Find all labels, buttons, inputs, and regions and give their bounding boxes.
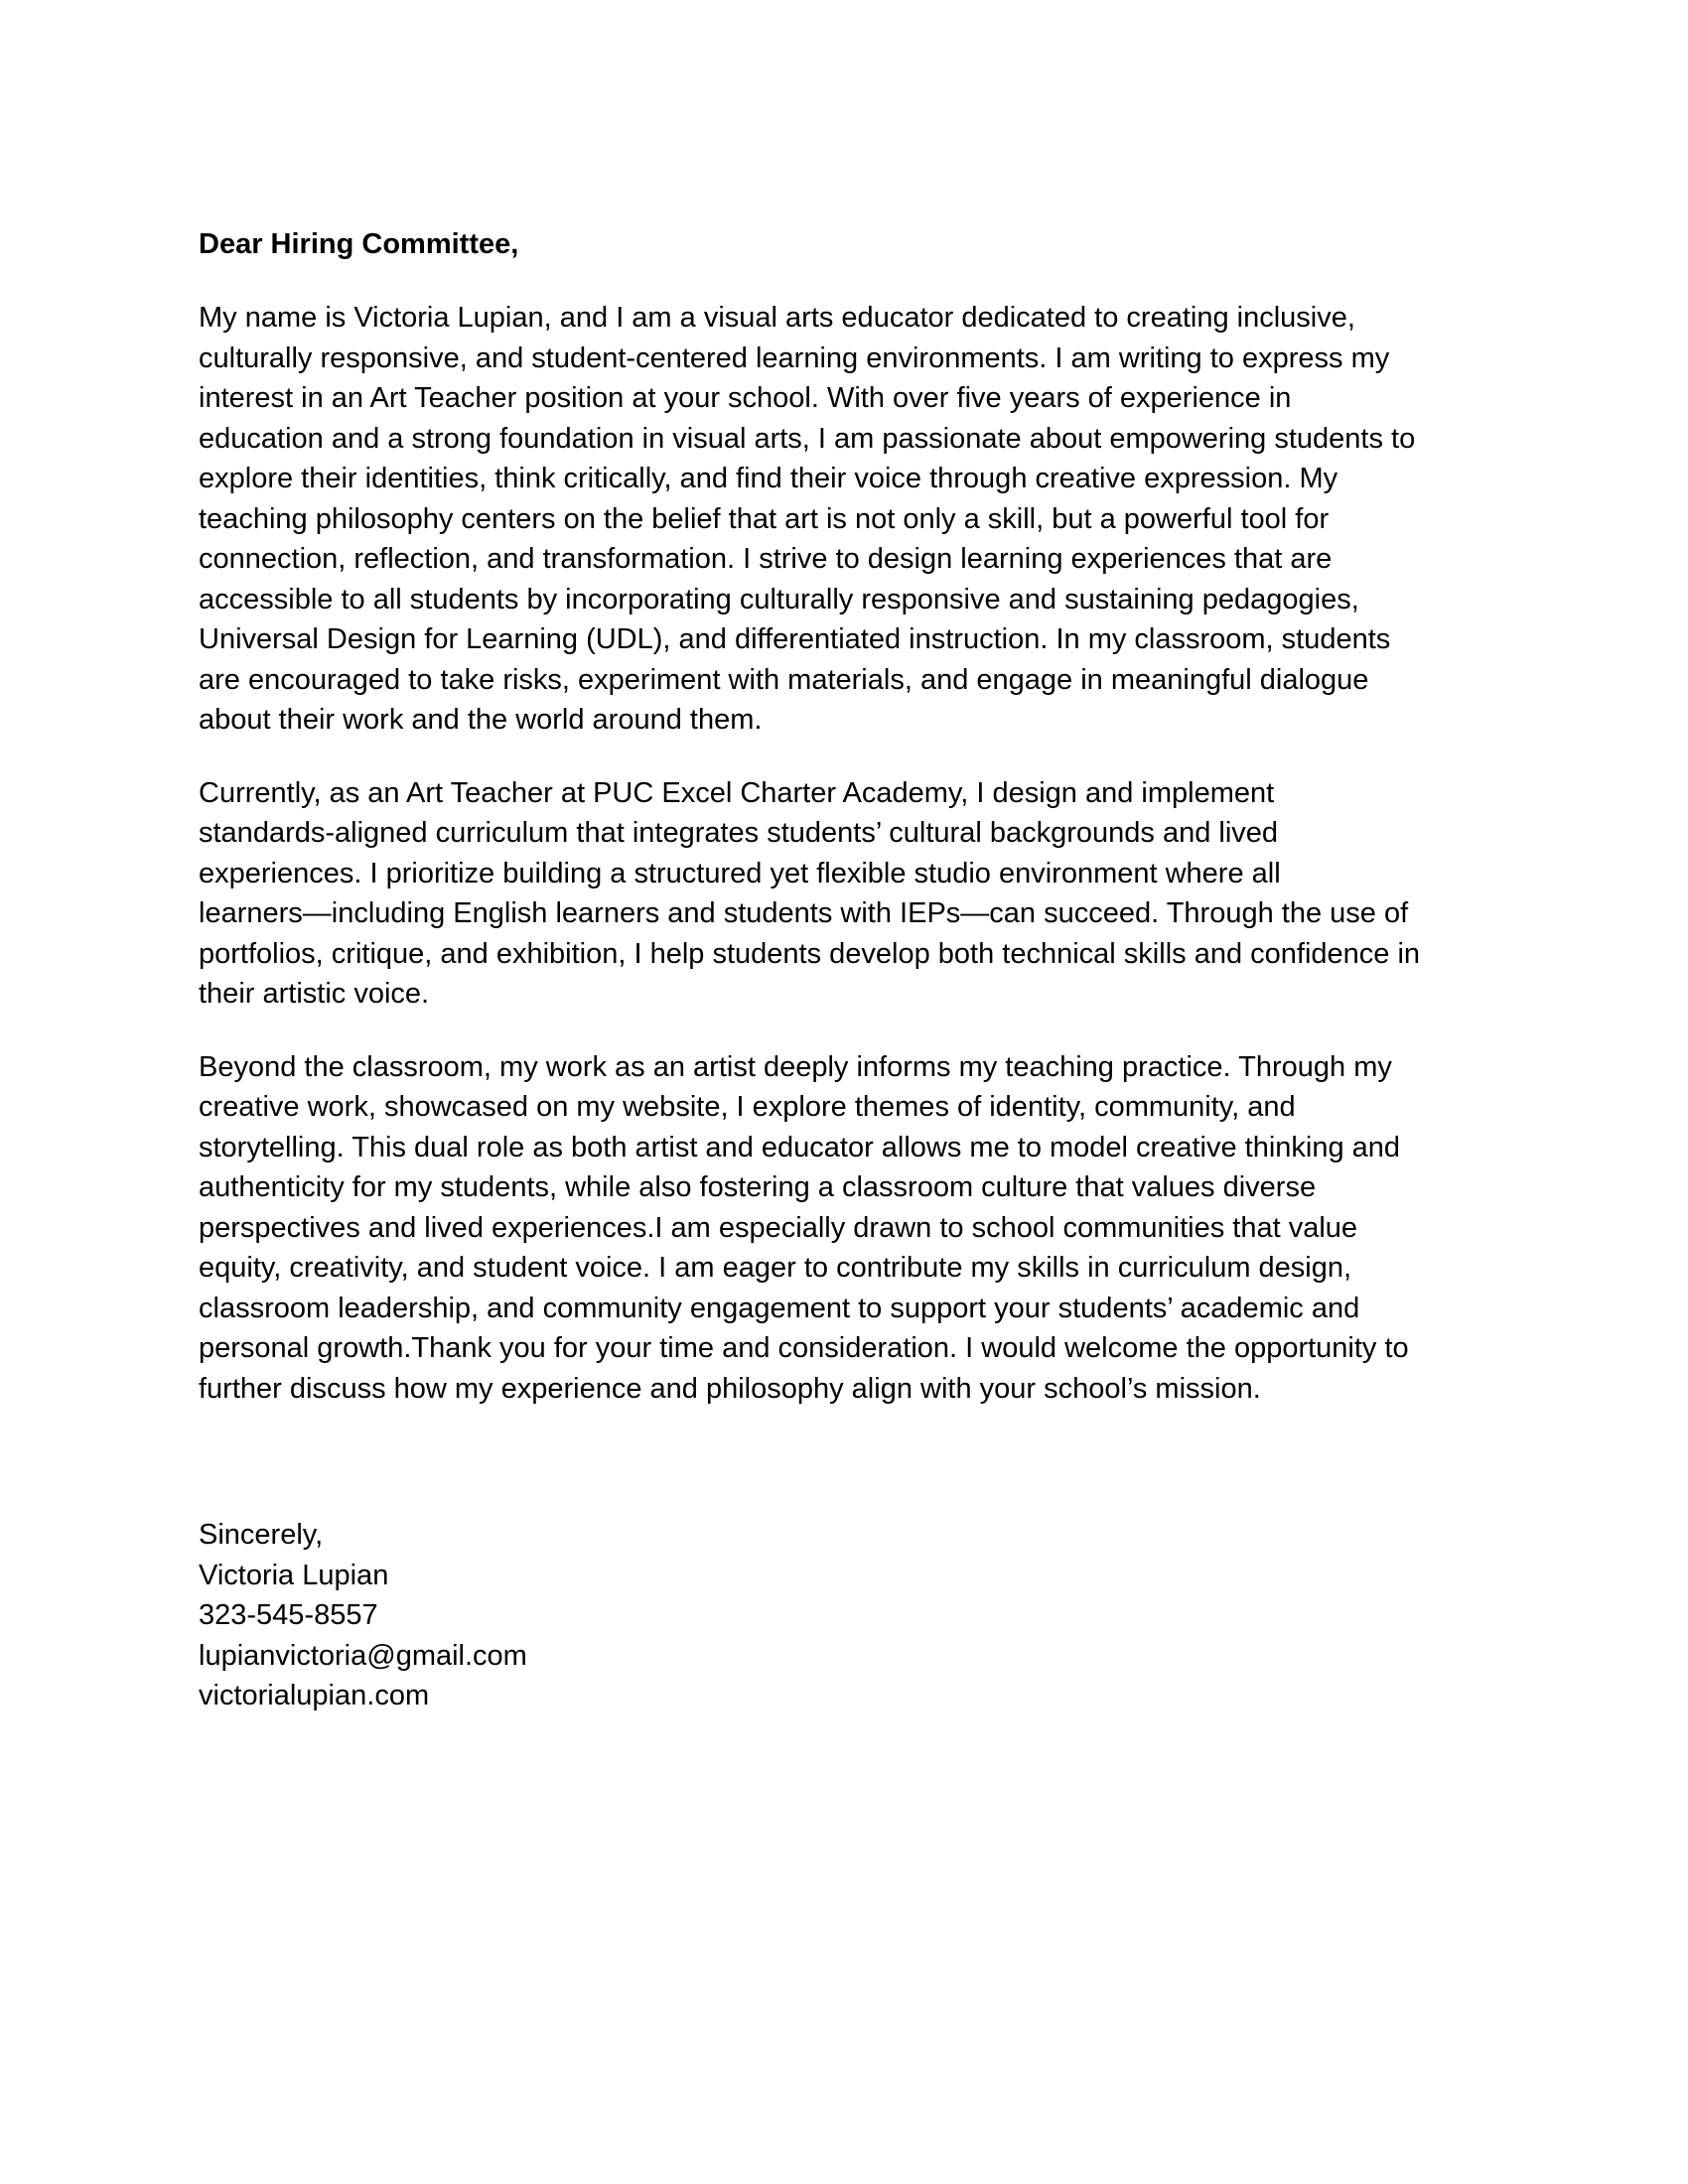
website-url: victorialupian.com: [199, 1680, 430, 1711]
paragraph-line: learners—including English learners and students with IEPs—can succeed. Through the use of: [199, 897, 1409, 929]
signature-block: [199, 1515, 527, 1716]
letter-body: [199, 224, 1499, 1441]
valediction: Sincerely,: [199, 1519, 324, 1551]
greeting: Dear Hiring Committee,: [199, 228, 519, 260]
paragraph-line: their artistic voice.: [199, 978, 430, 1010]
paragraph-line: storytelling. This dual role as both artist and educator allows me to model creative thinking and: [199, 1131, 1401, 1163]
paragraph-line: Beyond the classroom, my work as an artist deeply informs my teaching practice. Through my: [199, 1050, 1392, 1083]
paragraph-line: Currently, as an Art Teacher at PUC Excel Charter Academy, I design and implement: [199, 776, 1275, 809]
paragraph-line: connection, reflection, and transformation. I strive to design learning experiences that are: [199, 543, 1333, 575]
paragraph-line: interest in an Art Teacher position at your school. With over five years of experience in: [199, 382, 1292, 414]
paragraph-line: explore their identities, think critically, and find their voice through creative expression. My: [199, 463, 1338, 494]
paragraph-line: culturally responsive, and student-centered learning environments. I am writing to express my: [199, 341, 1390, 374]
signer-name: Victoria Lupian: [199, 1559, 389, 1591]
paragraph-line: perspectives and lived experiences.I am especially drawn to school communities that value: [199, 1211, 1358, 1244]
phone-number: 323-545-8557: [199, 1599, 378, 1631]
paragraph-line: creative work, showcased on my website, I explore themes of identity, community, and: [199, 1091, 1296, 1123]
paragraph-line: standards-aligned curriculum that integrates students’ cultural backgrounds and lived: [199, 817, 1279, 849]
paragraph-line: further discuss how my experience and philosophy align with your school’s mission.: [199, 1372, 1261, 1405]
paragraph-artist-practice: [199, 1047, 1499, 1410]
paragraph-line: equity, creativity, and student voice. I am eager to contribute my skills in curriculum design,: [199, 1252, 1352, 1284]
paragraph-line: personal growth.Thank you for your time and consideration. I would welcome the opportunity to: [199, 1332, 1409, 1364]
paragraph-line: accessible to all students by incorporating culturally responsive and sustaining pedagogies,: [199, 583, 1359, 615]
paragraph-line: Universal Design for Learning (UDL), and differentiated instruction. In my classroom, students: [199, 623, 1391, 655]
paragraph-line: about their work and the world around them.: [199, 704, 763, 736]
paragraph-line: authenticity for my students, while also fostering a classroom culture that values diverse: [199, 1171, 1317, 1203]
paragraph-line: teaching philosophy centers on the belief that art is not only a skill, but a powerful tool for: [199, 502, 1330, 535]
paragraph-line: education and a strong foundation in visual arts, I am passionate about empowering students to: [199, 422, 1416, 455]
paragraph-line: My name is Victoria Lupian, and I am a visual arts educator dedicated to creating inclusive,: [199, 302, 1355, 334]
paragraph-line: are encouraged to take risks, experiment with materials, and engage in meaningful dialogue: [199, 663, 1369, 696]
paragraph-line: portfolios, critique, and exhibition, I help students develop both technical skills and confidence in: [199, 937, 1421, 970]
email-address: lupianvictoria@gmail.com: [199, 1639, 527, 1672]
paragraph-line: experiences. I prioritize building a structured yet flexible studio environment where all: [199, 857, 1281, 889]
paragraph-line: classroom leadership, and community engagement to support your students’ academic and: [199, 1292, 1360, 1324]
paragraph-intro: [199, 298, 1499, 741]
paragraph-current-role: [199, 773, 1499, 1015]
